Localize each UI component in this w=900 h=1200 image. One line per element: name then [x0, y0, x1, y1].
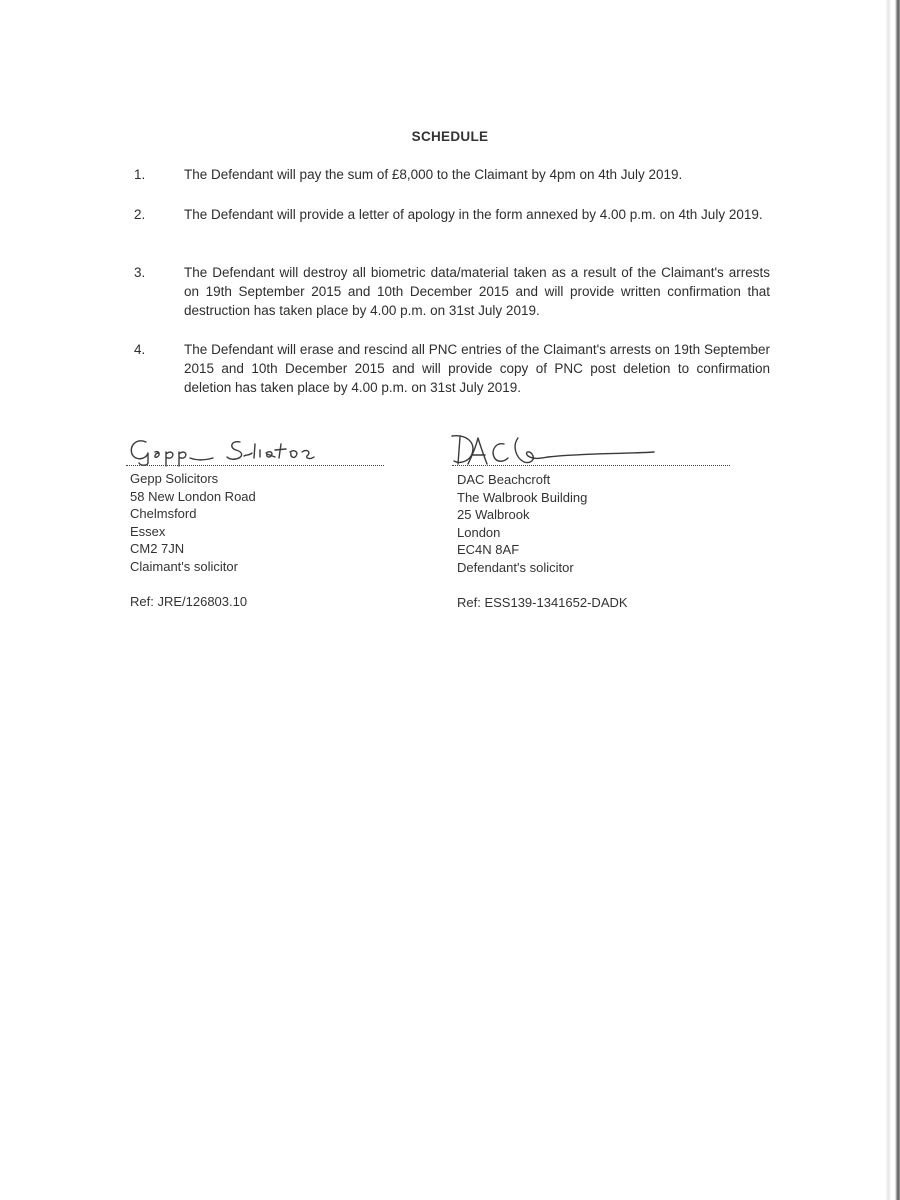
defendant-signature-line [452, 465, 730, 466]
item-number: 4. [134, 342, 146, 357]
item-text: The Defendant will erase and rescind all PNC entries of the Claimant's arrests on 19th September 2015 and 10th December 2015 and will provide copy of PNC post deletion to confirmation deletion has taken place by 4.00 p.m. on 31st July 2019. [184, 342, 770, 395]
claimant-signature [124, 432, 354, 468]
item-text: The Defendant will pay the sum of £8,000 to the Claimant by 4pm on 4th July 2019. [184, 167, 683, 182]
firm-name: Gepp Solicitors [130, 471, 219, 486]
address-line: 25 Walbrook [457, 507, 530, 522]
defendant-signature [444, 428, 664, 468]
claimant-signature-line [126, 465, 384, 466]
item-number: 3. [134, 265, 146, 280]
item-text: The Defendant will destroy all biometric data/material taken as a result of the Claimant's arrests on 19th September 2015 and 10th December 2015 and will provide written confirmation that destruction has taken place by 4.00 p.m. on 31st July 2019. [184, 265, 770, 318]
schedule-heading: SCHEDULE [411, 129, 489, 144]
claimant-reference: Ref: JRE/126803.10 [130, 594, 248, 609]
solicitor-role: Claimant's solicitor [130, 558, 238, 574]
page-edge-border [886, 0, 900, 1200]
claimant-solicitor-block [130, 470, 256, 575]
item-number: 1. [134, 167, 146, 182]
address-line: 58 New London Road [130, 488, 256, 504]
defendant-solicitor-block [457, 471, 587, 576]
address-line: The Walbrook Building [457, 489, 588, 505]
item-text: The Defendant will provide a letter of apology in the form annexed by 4.00 p.m. on 4th July 2019. [184, 207, 763, 222]
address-line: CM2 7JN [130, 541, 185, 556]
address-line: London [457, 524, 501, 540]
address-line: Essex [130, 523, 166, 539]
firm-name: DAC Beachcroft [457, 472, 551, 487]
address-line: Chelmsford [130, 506, 197, 521]
defendant-reference: Ref: ESS139-1341652-DADK [457, 595, 628, 610]
solicitor-role: Defendant's solicitor [457, 559, 574, 575]
address-line: EC4N 8AF [457, 542, 520, 557]
item-number: 2. [134, 207, 146, 222]
